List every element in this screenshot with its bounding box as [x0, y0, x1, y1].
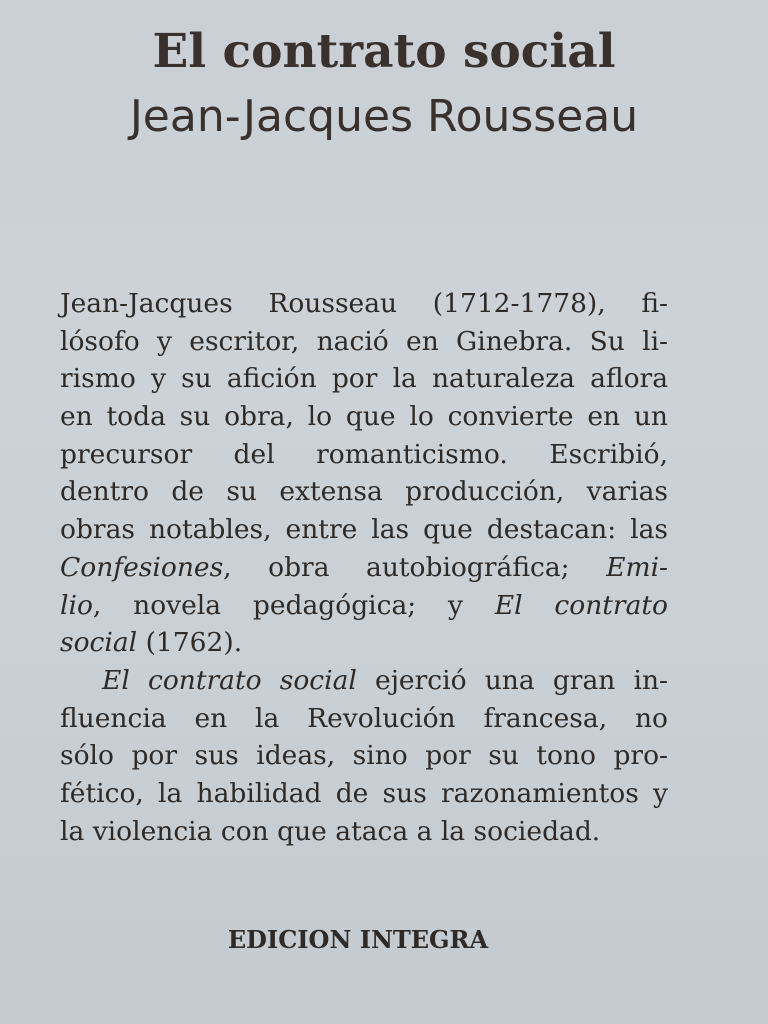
description-line: [60, 398, 668, 436]
description-text: obras notables, entre las que destacan: las: [60, 514, 668, 546]
description-text: ejerció una gran in-: [356, 664, 668, 696]
description-line: [60, 624, 668, 662]
description-line: [60, 436, 668, 474]
description-text: , obra autobiográfica;: [223, 551, 607, 583]
description-text: (1762).: [137, 627, 243, 659]
description-text: fluencia en la Revolución francesa, no: [60, 702, 668, 734]
description-text: en toda su obra, lo que lo convierte en un: [60, 401, 668, 433]
description-line: [60, 775, 668, 813]
italic-text: social: [60, 627, 138, 659]
italic-text: Confesiones: [60, 551, 224, 583]
description-text: la violencia con que ataca a la sociedad.: [60, 815, 601, 847]
italic-text: El contrato: [494, 589, 669, 621]
italic-text: El contrato social: [102, 664, 357, 696]
book-description: [60, 285, 668, 850]
description-text: fético, la habilidad de sus razonamientos y: [60, 777, 668, 809]
description-text: lósofo y escritor, nació en Ginebra. Su li-: [60, 325, 668, 357]
description-text: Jean-Jacques Rousseau (1712-1778), fi-: [60, 288, 668, 319]
italic-text: Emi-: [606, 551, 668, 583]
description-text: dentro de su extensa producción, varias: [60, 476, 668, 508]
description-line: [60, 549, 668, 587]
description-line: [60, 813, 668, 851]
description-line: [60, 587, 668, 625]
description-text: rismo y su afición por la naturaleza aflora: [60, 363, 668, 395]
description-line: [60, 285, 668, 323]
book-title: El contrato social: [152, 24, 616, 79]
description-line: [60, 737, 668, 775]
description-line: [60, 662, 668, 700]
description-text: sólo por sus ideas, sino por su tono pro-: [60, 740, 668, 772]
description-line: [60, 700, 668, 738]
description-line: [60, 473, 668, 511]
book-author: Jean-Jacques Rousseau: [129, 91, 639, 142]
description-line: [60, 323, 668, 361]
description-line: [60, 511, 668, 549]
description-text: , novela pedagógica; y: [92, 589, 495, 621]
italic-text: lio: [60, 589, 93, 621]
edition-label: EDICION INTEGRA: [227, 925, 489, 954]
description-text: precursor del romanticismo. Escribió,: [60, 438, 668, 470]
description-line: [60, 360, 668, 398]
